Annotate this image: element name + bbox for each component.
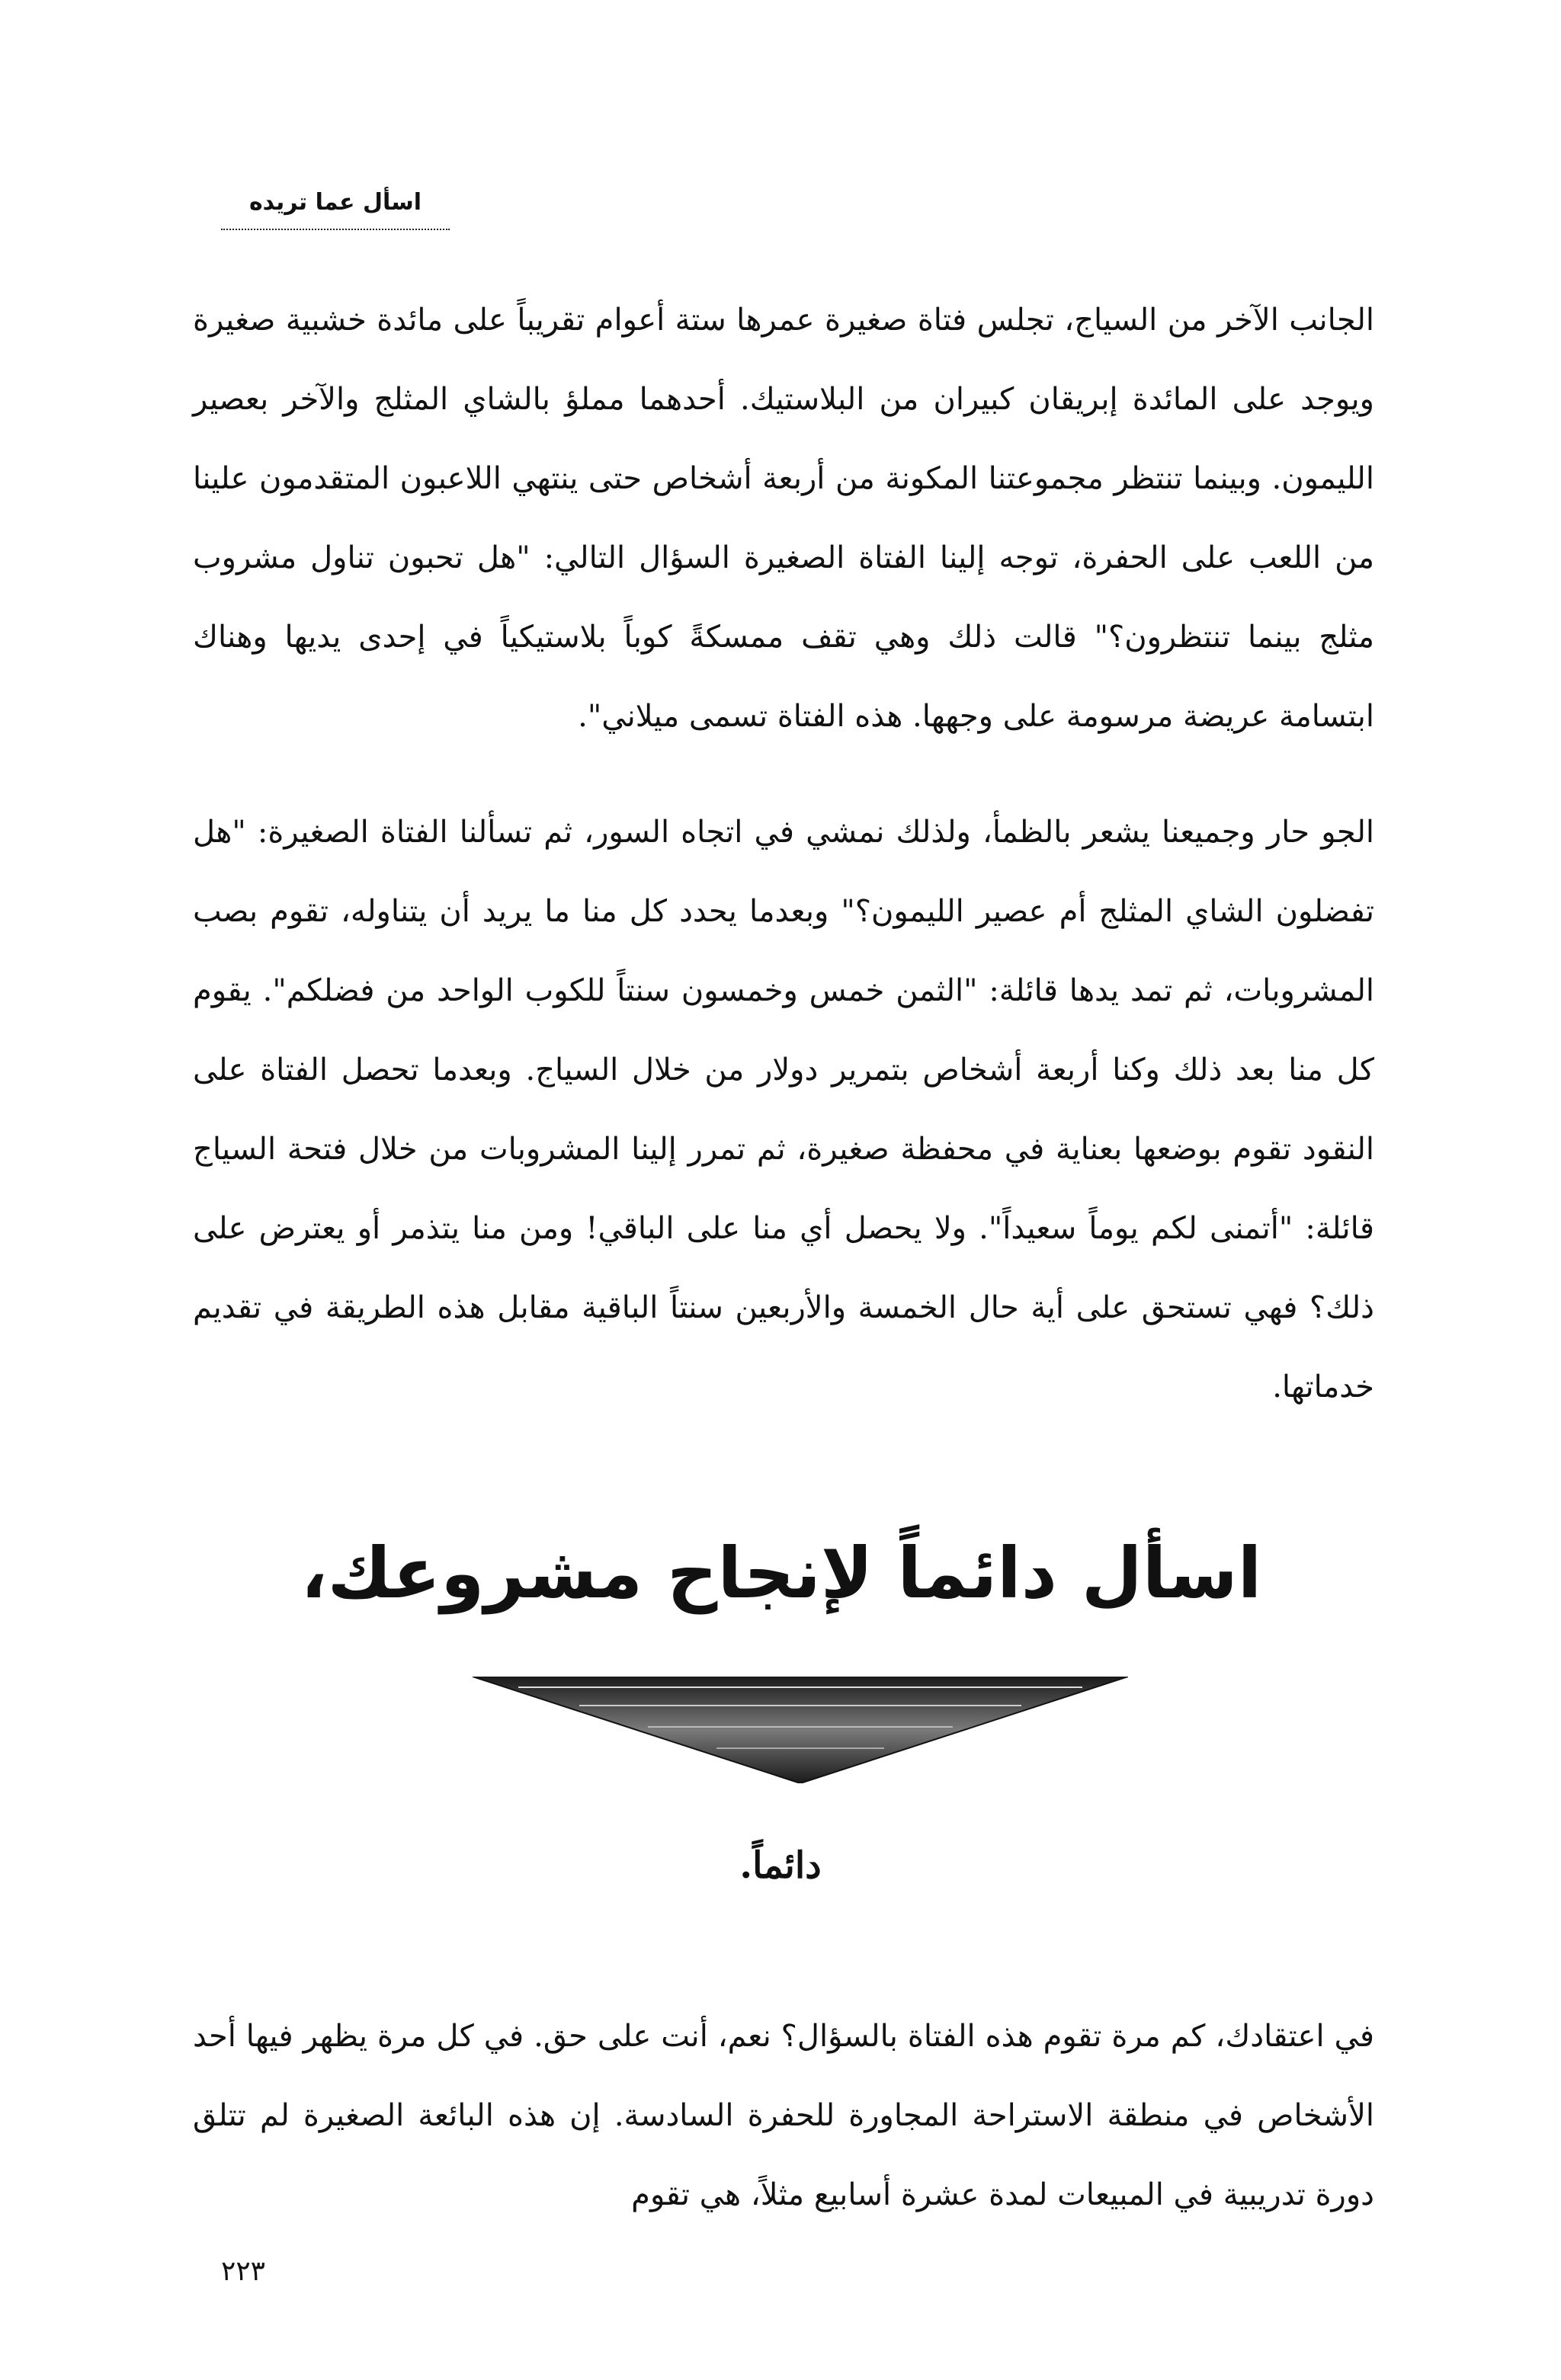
section-heading: اسأل دائماً لإنجاح مشروعك،	[300, 1533, 1262, 1614]
paragraph-2-container	[193, 793, 1374, 1427]
body-paragraph: الجو حار وجميعنا يشعر بالظمأ، ولذلك نمشي في اتجاه السور، ثم تسألنا الفتاة الصغيرة: "هل تفضلون الشاي المثلج أم عصير الليمون؟" وبعدما يحدد كل منا ما يريد أن يتناوله، تقوم بصب المشروبات، ثم تمد يدها قائلة: "الثمن خمس وخمسون سنتاً للكوب الواحد من فضلكم". يقوم كل منا بعد ذلك وكنا أربعة أشخاص بتمرير دولار من خلال السياج. وبعدما تحصل الفتاة على النقود تقوم بوضعها بعناية في محفظة صغيرة، ثم تمرر إلينا المشروبات من خلال فتحة السياج قائلة: "أتمنى لكم يوماً سعيداً". ولا يحصل أي منا على الباقي! ومن منا يتذمر أو يعترض على ذلك؟ فهي تستحق على أية حال الخمسة والأربعين سنتاً الباقية مقابل هذه الطريقة في تقديم خدماتها.	[193, 815, 1375, 1405]
body-paragraph: في اعتقادك، كم مرة تقوم هذه الفتاة بالسؤال؟ نعم، أنت على حق. في كل مرة يظهر فيها أحد الأشخاص في منطقة الاستراحة المجاورة للحفرة السادسة. إن هذه البائعة الصغيرة لم تتلق دورة تدريبية في المبيعات لمدة عشرة أسابيع مثلاً، هي تقوم	[193, 2019, 1374, 2212]
running-header: اسأل عما تريده	[248, 189, 422, 216]
header-divider	[221, 229, 450, 230]
page-number: ٢٢٣	[221, 2256, 266, 2287]
paragraph-3-container	[193, 1997, 1374, 2234]
short-answer: دائماً.	[739, 1844, 822, 1887]
body-paragraph: الجانب الآخر من السياج، تجلس فتاة صغيرة عمرها ستة أعوام تقريباً على مائدة خشبية صغيرة ويوجد على المائدة إبريقان كبيران من البلاستيك. أحدهما مملؤ بالشاي المثلج والآخر بعصير الليمون. وبينما تنتظر مجموعتنا المكونة من أربعة أشخاص حتى ينتهي اللاعبون المتقدمون علينا من اللعب على الحفرة، توجه إلينا الفتاة الصغيرة السؤال التالي: "هل تحبون تناول مشروب مثلج بينما تنتظرون؟" قالت ذلك وهي تقف ممسكةً كوباً بلاستيكياً في إحدى يديها وهناك ابتسامة عريضة مرسومة على وجهها. هذه الفتاة تسمى ميلاني".	[193, 303, 1374, 734]
paragraph-1-container	[193, 280, 1374, 756]
down-arrow-ornament-icon	[473, 1677, 1128, 1783]
